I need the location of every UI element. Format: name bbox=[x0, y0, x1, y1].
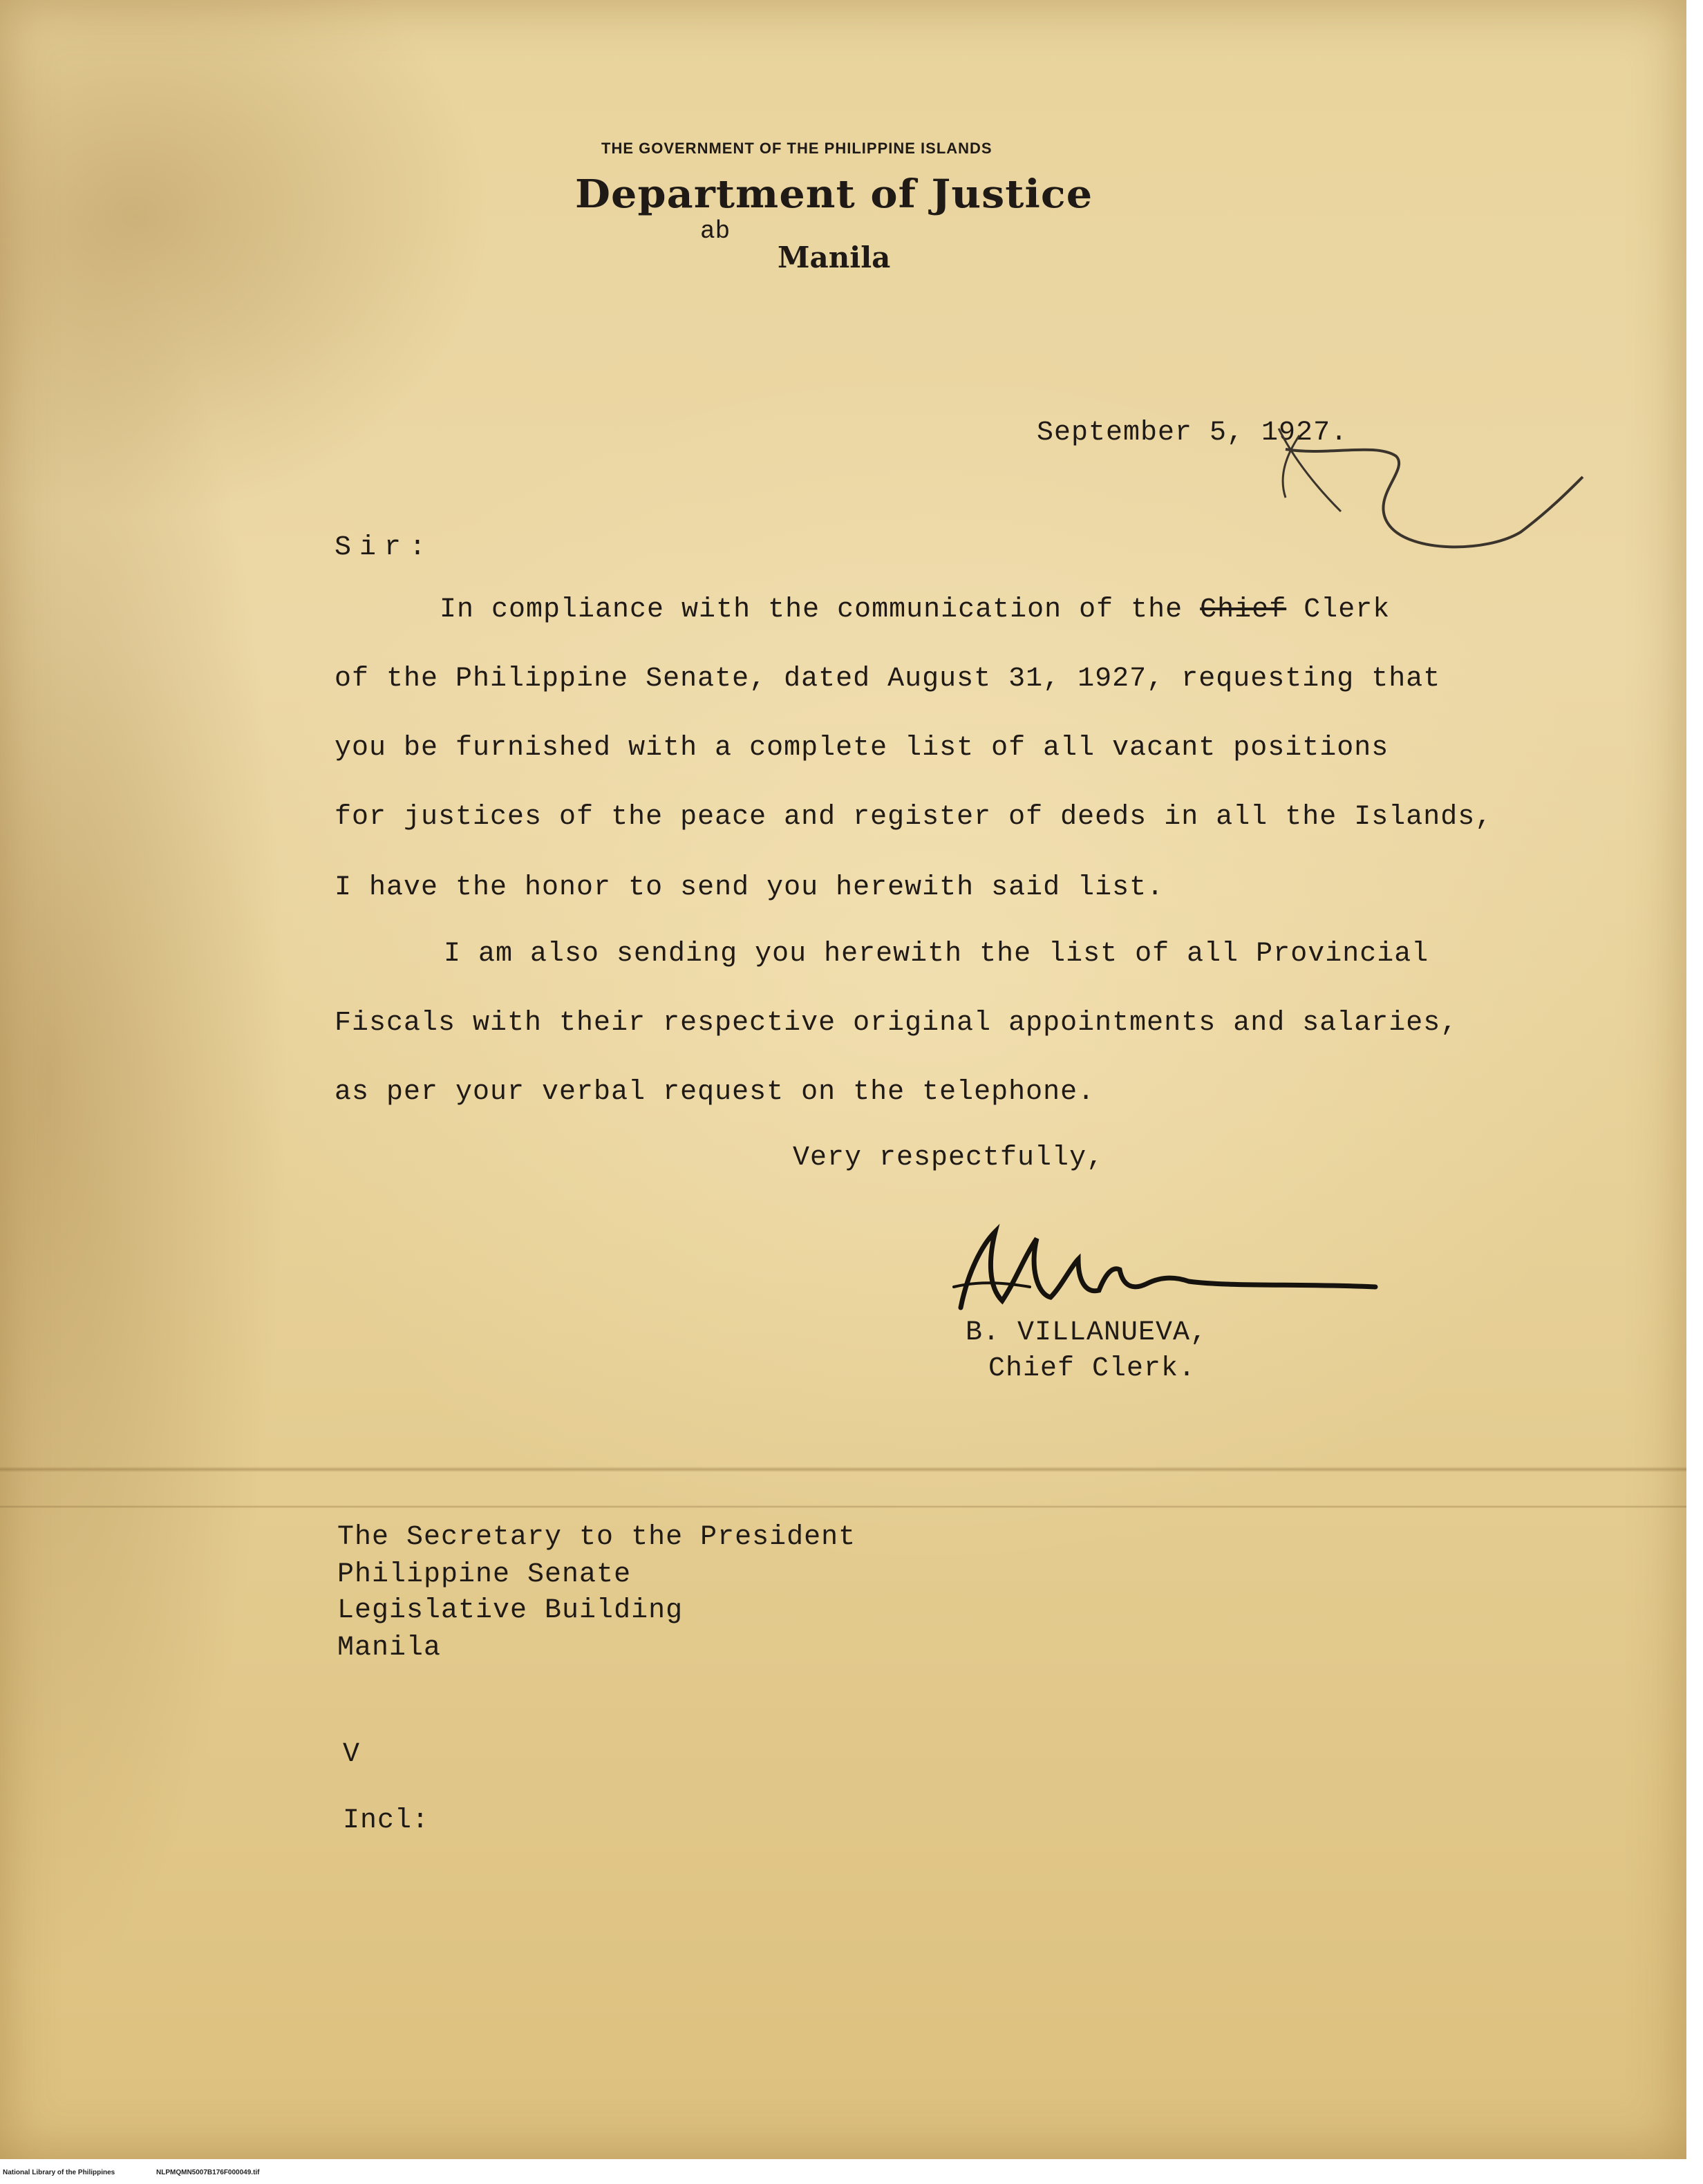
paragraph-2-line-2: Fiscals with their respective original appointments and salaries, bbox=[335, 1008, 1458, 1039]
mark-v: V bbox=[343, 1739, 361, 1770]
letter-date: September 5, 1927. bbox=[1037, 417, 1348, 449]
paper-fold bbox=[0, 1467, 1686, 1472]
signatory-name: B. VILLANUEVA, bbox=[966, 1317, 1208, 1348]
struck-word: Chief bbox=[1200, 594, 1287, 625]
footer-file: NLPMQMN5007B176F000049.tif bbox=[156, 2169, 260, 2176]
paragraph-1-line-3: you be furnished with a complete list of all vacant positions bbox=[335, 733, 1389, 764]
paragraph-2-line-3: as per your verbal request on the telephone. bbox=[335, 1077, 1095, 1108]
addressee-line-3: Legislative Building bbox=[337, 1595, 684, 1626]
addressee-line-2: Philippine Senate bbox=[337, 1559, 632, 1590]
typist-initials: ab bbox=[700, 217, 731, 245]
footer-source: National Library of the Philippines bbox=[3, 2169, 115, 2176]
addressee-line-1: The Secretary to the President bbox=[337, 1522, 856, 1553]
addressee-line-4: Manila bbox=[337, 1632, 442, 1664]
paper-fold bbox=[0, 1505, 1686, 1508]
paragraph-1-line-1 bbox=[440, 594, 1390, 625]
signatory-title: Chief Clerk. bbox=[988, 1353, 1196, 1384]
paragraph-1-line-5: I have the honor to send you herewith said list. bbox=[335, 872, 1165, 903]
salutation: Sir: bbox=[335, 532, 435, 563]
paragraph-2-line-1: I am also sending you herewith the list of all Provincial bbox=[444, 939, 1429, 970]
paragraph-text: In compliance with the communication of the bbox=[440, 594, 1201, 625]
letterhead-government: THE GOVERNMENT OF THE PHILIPPINE ISLANDS bbox=[601, 140, 992, 157]
handwritten-signature bbox=[940, 1218, 1382, 1321]
paragraph-1-line-4: for justices of the peace and register of deeds in all the Islands, bbox=[335, 802, 1493, 833]
paragraph-text: Clerk bbox=[1286, 594, 1391, 625]
letterhead-city: Manila bbox=[778, 241, 891, 274]
closing: Very respectfully, bbox=[793, 1142, 1104, 1174]
enclosure-label: Incl: bbox=[343, 1805, 430, 1836]
paragraph-1-line-2: of the Philippine Senate, dated August 31, 1927, requesting that bbox=[335, 663, 1441, 695]
pencil-annotation bbox=[1258, 415, 1590, 574]
letterhead-department: Department of Justice bbox=[575, 171, 1093, 217]
